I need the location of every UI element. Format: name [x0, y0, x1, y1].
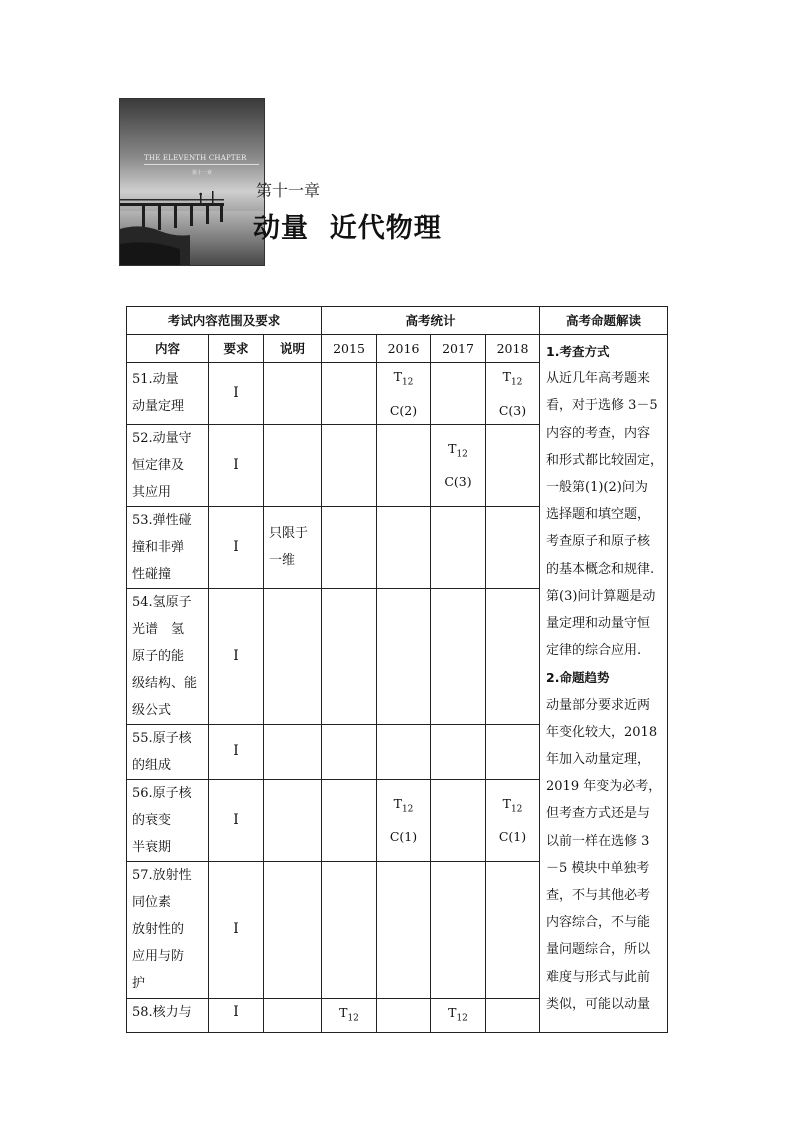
- exam-mark-cell: [322, 424, 377, 506]
- interpretation-line: 选择题和填空题，: [546, 507, 651, 523]
- exam-question-number: [327, 999, 371, 1033]
- interpretation-line: －5 模块中单独考: [546, 860, 650, 876]
- note-cell: [264, 506, 322, 588]
- topic-cell: [127, 424, 209, 506]
- exam-mark-cell: [486, 424, 540, 506]
- note-cell: [264, 998, 322, 1033]
- question-subscript: 12: [456, 449, 468, 460]
- interpretation-line: 2019 年变为必考，: [546, 779, 662, 795]
- exam-mark-cell: [431, 998, 486, 1033]
- exam-question-number: [491, 363, 534, 397]
- requirement-level: Ⅰ: [209, 998, 264, 1033]
- interpretation-line: 从近几年高考题来: [546, 371, 651, 387]
- photo-caption-divider: [144, 164, 259, 165]
- note-cell: [264, 861, 322, 998]
- exam-mark-cell: [322, 779, 377, 861]
- requirement-level: Ⅰ: [209, 506, 264, 588]
- interpretation-cell: [540, 335, 668, 1033]
- question-letter: T: [502, 369, 511, 384]
- topic-line: 同位素: [132, 895, 172, 910]
- exam-mark-cell: [431, 424, 486, 506]
- question-part: C(2): [389, 402, 418, 418]
- exam-mark-cell: [486, 861, 540, 998]
- question-letter: T: [393, 369, 402, 384]
- topic-line: 放射性的: [132, 922, 185, 937]
- header-stats: 高考统计: [322, 307, 540, 335]
- exam-mark-cell: [431, 779, 486, 861]
- exam-mark-cell: [431, 724, 486, 779]
- topic-line: 的组成: [132, 757, 172, 773]
- note-line: 一维: [269, 553, 296, 568]
- question-letter: T: [448, 1004, 457, 1020]
- year-2016: 2016: [377, 335, 431, 363]
- interpretation-line: 量问题综合，所以: [546, 942, 651, 958]
- topic-line: 55.原子核: [132, 730, 192, 746]
- exam-mark-cell: [377, 588, 431, 724]
- interpretation-line: 类似，可能以动量: [546, 996, 651, 1012]
- exam-mark-cell: [322, 363, 377, 425]
- question-part: C(3): [498, 402, 527, 418]
- subheader-requirement: 要求: [209, 335, 264, 363]
- question-letter: T: [448, 440, 457, 456]
- requirement-level: Ⅰ: [209, 779, 264, 861]
- interpretation-line: 的基本概念和规律.: [546, 561, 655, 577]
- topic-line: 应用与防: [132, 949, 185, 964]
- exam-question-number: [436, 435, 480, 469]
- exam-question-number: [436, 999, 480, 1033]
- exam-mark-cell: [431, 588, 486, 724]
- exam-mark-cell: [486, 588, 540, 724]
- interpretation-line: 和形式都比较固定，: [546, 452, 664, 468]
- topic-cell: [127, 506, 209, 588]
- topic-cell: [127, 998, 209, 1033]
- topic-cell: [127, 779, 209, 861]
- photo-small-text: 第十一章: [192, 170, 213, 176]
- topic-line: 其应用: [132, 484, 172, 500]
- subheader-content: 内容: [127, 335, 209, 363]
- question-letter: T: [502, 795, 511, 811]
- photo-caption: THE ELEVENTH CHAPTER: [144, 154, 247, 162]
- exam-mark-cell: [486, 998, 540, 1033]
- interpretation-line: 内容的考查，内容: [546, 425, 651, 441]
- requirement-level: Ⅰ: [209, 861, 264, 998]
- topic-line: 光谱 氢: [132, 621, 185, 637]
- header-interpretation: 高考命题解读: [540, 307, 668, 335]
- exam-mark-cell: [377, 724, 431, 779]
- topic-line: 半衰期: [132, 839, 172, 855]
- topic-line: 53.弹性碰: [132, 512, 192, 528]
- exam-question-number: [382, 363, 425, 397]
- requirement-level: Ⅰ: [209, 424, 264, 506]
- exam-question-number: [491, 790, 534, 824]
- interpretation-line: 但考查方式还是与: [546, 806, 651, 822]
- interpretation-line: 年加入动量定理，: [546, 752, 651, 768]
- exam-mark-cell: [431, 506, 486, 588]
- note-line: 只限于: [269, 526, 309, 541]
- interpretation-heading: 1.考查方式: [546, 344, 610, 359]
- exam-mark-cell: [486, 779, 540, 861]
- topic-line: 级公式: [132, 702, 172, 718]
- interpretation-line: 内容综合，不与能: [546, 915, 651, 931]
- question-part: C(1): [498, 829, 527, 845]
- topic-line: 的衰变: [132, 812, 172, 828]
- question-letter: T: [393, 795, 402, 811]
- chapter-cover-image: [119, 98, 265, 266]
- note-cell: [264, 779, 322, 861]
- interpretation-line: 定律的综合应用.: [546, 643, 642, 659]
- topic-line: 恒定律及: [132, 457, 185, 473]
- exam-mark-cell: [486, 363, 540, 425]
- exam-mark-cell: [431, 861, 486, 998]
- interpretation-line: 看，对于选修 3－5: [546, 398, 658, 414]
- exam-requirements-table: [126, 306, 668, 1033]
- question-part: C(1): [389, 829, 418, 845]
- question-subscript: 12: [510, 804, 523, 815]
- year-2018: 2018: [486, 335, 540, 363]
- exam-mark-cell: [431, 363, 486, 425]
- exam-mark-cell: [377, 861, 431, 998]
- question-letter: T: [339, 1004, 348, 1020]
- table-subheader-row: [127, 335, 668, 363]
- exam-question-number: [382, 790, 425, 824]
- note-cell: [264, 588, 322, 724]
- interpretation-line: 年变化较大，2018: [546, 724, 658, 740]
- question-subscript: 12: [347, 1013, 359, 1023]
- subheader-note: 说明: [264, 335, 322, 363]
- table-header-row: [127, 307, 668, 335]
- exam-mark-cell: [322, 998, 377, 1033]
- question-part: C(3): [444, 474, 472, 490]
- chapter-title: 动量 近代物理: [253, 213, 442, 244]
- topic-line: 动量定理: [132, 399, 185, 415]
- topic-line: 51.动量: [132, 372, 179, 388]
- exam-mark-cell: [377, 363, 431, 425]
- question-subscript: 12: [401, 804, 414, 815]
- interpretation-line: 量定理和动量守恒: [546, 616, 651, 632]
- topic-cell: [127, 588, 209, 724]
- question-subscript: 12: [456, 1013, 468, 1023]
- question-subscript: 12: [510, 377, 523, 388]
- question-subscript: 12: [401, 377, 414, 388]
- interpretation-line: 动量部分要求近两: [546, 697, 651, 713]
- exam-mark-cell: [322, 506, 377, 588]
- topic-line: 撞和非弹: [132, 539, 185, 555]
- topic-line: 58.核力与: [132, 1004, 192, 1020]
- exam-mark-cell: [322, 724, 377, 779]
- topic-line: 级结构、能: [132, 675, 198, 691]
- topic-line: 护: [132, 976, 146, 991]
- interpretation-line: 以前一样在选修 3: [546, 833, 650, 849]
- topic-line: 原子的能: [132, 648, 185, 664]
- topic-line: 56.原子核: [132, 785, 192, 801]
- interpretation-line: 考查原子和原子核: [546, 534, 651, 550]
- exam-mark-cell: [322, 861, 377, 998]
- exam-mark-cell: [486, 506, 540, 588]
- topic-cell: [127, 724, 209, 779]
- topic-line: 性碰撞: [132, 566, 172, 582]
- chapter-number: 第十一章: [256, 181, 321, 200]
- note-cell: [264, 424, 322, 506]
- interpretation-line: 查，不与其他必考: [546, 888, 651, 904]
- exam-mark-cell: [486, 724, 540, 779]
- exam-mark-cell: [377, 506, 431, 588]
- exam-mark-cell: [377, 779, 431, 861]
- interpretation-heading: 2.命题趋势: [546, 670, 610, 686]
- interpretation-line: 难度与形式与此前: [546, 969, 651, 985]
- interpretation-line: 第(3)问计算题是动: [546, 588, 656, 604]
- year-2017: 2017: [431, 335, 486, 363]
- exam-mark-cell: [322, 588, 377, 724]
- header-scope: 考试内容范围及要求: [127, 307, 322, 335]
- requirement-level: Ⅰ: [209, 724, 264, 779]
- topic-line: 54.氢原子: [132, 594, 192, 610]
- pier-photo: [120, 99, 265, 266]
- topic-line: 57.放射性: [132, 868, 192, 883]
- topic-cell: [127, 861, 209, 998]
- requirement-level: Ⅰ: [209, 588, 264, 724]
- note-cell: [264, 363, 322, 425]
- interpretation-line: 一般第(1)(2)问为: [546, 480, 648, 496]
- exam-mark-cell: [377, 424, 431, 506]
- note-cell: [264, 724, 322, 779]
- topic-line: 52.动量守: [132, 430, 192, 446]
- topic-cell: [127, 363, 209, 425]
- exam-mark-cell: [377, 998, 431, 1033]
- year-2015: 2015: [322, 335, 377, 363]
- requirement-level: Ⅰ: [209, 363, 264, 425]
